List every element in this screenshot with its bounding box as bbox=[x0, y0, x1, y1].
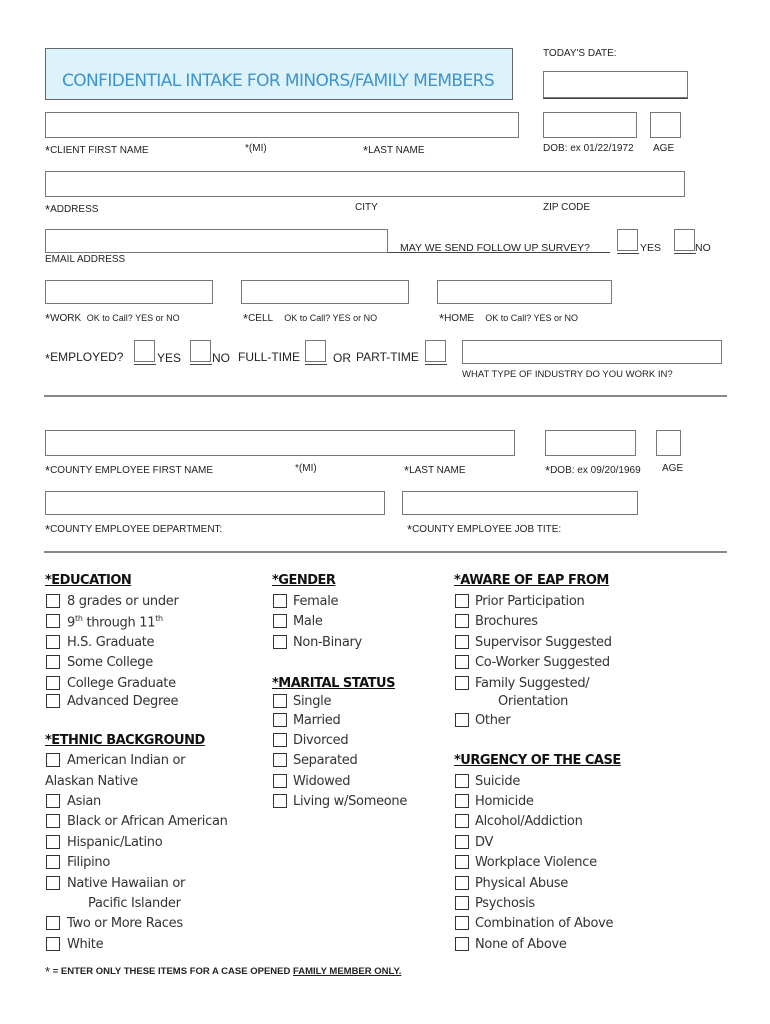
education-option bbox=[67, 614, 163, 630]
urgency-option: Homicide bbox=[475, 794, 534, 809]
aware-checkbox[interactable] bbox=[455, 594, 469, 608]
home-ok-to-call: OK to Call? YES or NO bbox=[485, 313, 579, 323]
ethnic-checkbox[interactable] bbox=[46, 916, 60, 930]
education-option: H.S. Graduate bbox=[67, 635, 155, 650]
full-time-label: FULL-TIME bbox=[238, 350, 301, 364]
ethnic-option: Asian bbox=[67, 794, 101, 809]
aware-option: Prior Participation bbox=[475, 594, 585, 609]
employed-text: EMPLOYED? bbox=[50, 350, 124, 364]
employed-yes-underline bbox=[134, 364, 156, 365]
county-last-name-label bbox=[404, 463, 466, 478]
education-heading: *EDUCATION bbox=[45, 573, 132, 588]
employed-no-checkbox[interactable] bbox=[190, 340, 211, 362]
ethnic-checkbox[interactable] bbox=[46, 937, 60, 951]
client-age-input[interactable] bbox=[650, 112, 681, 138]
industry-label: WHAT TYPE OF INDUSTRY DO YOU WORK IN? bbox=[462, 369, 673, 380]
aware-checkbox[interactable] bbox=[455, 713, 469, 727]
aware-option: Brochures bbox=[475, 614, 538, 629]
urgency-checkbox[interactable] bbox=[455, 835, 469, 849]
urgency-option: Physical Abuse bbox=[475, 876, 568, 891]
gender-option: Non-Binary bbox=[293, 635, 362, 650]
aware-option: Supervisor Suggested bbox=[475, 635, 612, 650]
survey-yes-label: YES bbox=[640, 242, 662, 254]
client-mi-text: (MI) bbox=[248, 143, 267, 154]
urgency-heading: *URGENCY OF THE CASE bbox=[454, 753, 621, 768]
county-age-input[interactable] bbox=[656, 430, 681, 456]
part-time-label: PART-TIME bbox=[356, 350, 419, 364]
client-age-label: AGE bbox=[653, 143, 675, 154]
survey-no-underline bbox=[674, 253, 696, 254]
ethnic-checkbox[interactable] bbox=[46, 794, 60, 808]
marital-option: Widowed bbox=[293, 774, 351, 789]
county-job-title-text: COUNTY EMPLOYEE JOB TITE: bbox=[412, 524, 562, 535]
eleventh-superscript: th bbox=[155, 614, 163, 623]
cell-phone-label bbox=[243, 311, 377, 326]
county-department-text: COUNTY EMPLOYEE DEPARTMENT: bbox=[50, 524, 223, 535]
ethnic-checkbox[interactable] bbox=[46, 753, 60, 767]
ethnic-option: American Indian or bbox=[67, 753, 186, 768]
urgency-checkbox[interactable] bbox=[455, 814, 469, 828]
aware-checkbox[interactable] bbox=[455, 676, 469, 690]
client-dob-input[interactable] bbox=[543, 112, 637, 138]
home-phone-input[interactable] bbox=[437, 280, 612, 304]
gender-checkbox[interactable] bbox=[273, 635, 287, 649]
client-first-name-text: CLIENT FIRST NAME bbox=[50, 145, 149, 156]
work-phone-label bbox=[45, 311, 180, 326]
ethnic-checkbox[interactable] bbox=[46, 814, 60, 828]
ethnic-option: Filipino bbox=[67, 855, 111, 870]
asterisk: * bbox=[45, 202, 51, 217]
urgency-checkbox[interactable] bbox=[455, 794, 469, 808]
part-time-checkbox[interactable] bbox=[425, 340, 446, 362]
ethnic-option: Black or African American bbox=[67, 814, 228, 829]
date-underline bbox=[543, 98, 688, 99]
email-input[interactable] bbox=[45, 229, 388, 253]
marital-option: Living w/Someone bbox=[293, 794, 408, 809]
form-title: CONFIDENTIAL INTAKE FOR MINORS/FAMILY MEMBERS bbox=[62, 71, 495, 91]
survey-yes-underline bbox=[617, 253, 639, 254]
survey-no-checkbox[interactable] bbox=[674, 229, 695, 251]
gender-checkbox[interactable] bbox=[273, 594, 287, 608]
employed-yes-checkbox[interactable] bbox=[134, 340, 155, 362]
ethnic-checkbox[interactable] bbox=[46, 855, 60, 869]
client-dob-label: DOB: ex 01/22/1972 bbox=[543, 143, 634, 154]
marital-checkbox[interactable] bbox=[273, 794, 287, 808]
ethnic-option-cont: Alaskan Native bbox=[45, 774, 138, 789]
marital-checkbox[interactable] bbox=[273, 753, 287, 767]
client-last-name-text: LAST NAME bbox=[368, 145, 425, 156]
asterisk: * bbox=[243, 311, 249, 326]
cell-text: CELL bbox=[248, 313, 274, 324]
ethnic-heading: *ETHNIC BACKGROUND bbox=[45, 733, 205, 748]
education-option: Advanced Degree bbox=[67, 694, 179, 709]
marital-option: Single bbox=[293, 694, 332, 709]
footer-note-text: = ENTER ONLY THESE ITEMS FOR A CASE OPENED bbox=[52, 966, 291, 977]
urgency-option: Psychosis bbox=[475, 896, 535, 911]
marital-checkbox[interactable] bbox=[273, 733, 287, 747]
ethnic-option: White bbox=[67, 937, 104, 952]
county-department-label bbox=[45, 522, 222, 537]
address-label bbox=[45, 202, 98, 217]
footer-note bbox=[45, 964, 401, 979]
full-time-underline bbox=[305, 364, 327, 365]
asterisk: * bbox=[363, 143, 369, 158]
county-dob-text: DOB: ex 09/20/1969 bbox=[550, 465, 641, 476]
asterisk: * bbox=[407, 522, 413, 537]
work-phone-input[interactable] bbox=[45, 280, 213, 304]
county-age-label: AGE bbox=[662, 463, 684, 474]
client-name-input[interactable] bbox=[45, 112, 519, 138]
survey-question: MAY WE SEND FOLLOW UP SURVEY? bbox=[400, 242, 591, 254]
client-first-name-label bbox=[45, 143, 149, 158]
industry-input[interactable] bbox=[462, 340, 722, 364]
urgency-checkbox[interactable] bbox=[455, 876, 469, 890]
section-divider-1 bbox=[44, 395, 727, 397]
urgency-option: Workplace Violence bbox=[475, 855, 597, 870]
urgency-checkbox[interactable] bbox=[455, 916, 469, 930]
urgency-option: Combination of Above bbox=[475, 916, 614, 931]
county-last-name-text: LAST NAME bbox=[409, 465, 466, 476]
county-mi-label bbox=[295, 463, 317, 474]
asterisk: * bbox=[295, 463, 299, 474]
marital-option: Married bbox=[293, 713, 341, 728]
cell-phone-input[interactable] bbox=[241, 280, 409, 304]
work-ok-to-call: OK to Call? YES or NO bbox=[86, 313, 180, 323]
employed-yes-label: YES bbox=[157, 351, 182, 365]
city-label: CITY bbox=[355, 202, 378, 213]
form-title-box bbox=[45, 48, 513, 100]
ethnic-option: Two or More Races bbox=[67, 916, 183, 931]
asterisk: * bbox=[404, 463, 410, 478]
employed-no-label: NO bbox=[212, 351, 230, 365]
survey-yes-checkbox[interactable] bbox=[617, 229, 638, 251]
county-mi-text: (MI) bbox=[298, 463, 317, 474]
education-checkbox[interactable] bbox=[46, 694, 60, 708]
aware-checkbox[interactable] bbox=[455, 655, 469, 669]
ethnic-checkbox[interactable] bbox=[46, 835, 60, 849]
aware-option-cont: Orientation bbox=[498, 694, 569, 709]
gender-checkbox[interactable] bbox=[273, 614, 287, 628]
urgency-option: Suicide bbox=[475, 774, 521, 789]
county-first-name-label bbox=[45, 463, 213, 478]
home-phone-label bbox=[439, 311, 578, 326]
asterisk: * bbox=[45, 351, 51, 366]
education-checkbox[interactable] bbox=[46, 655, 60, 669]
education-checkbox[interactable] bbox=[46, 635, 60, 649]
employed-no-underline bbox=[190, 364, 212, 365]
aware-checkbox[interactable] bbox=[455, 614, 469, 628]
urgency-checkbox[interactable] bbox=[455, 774, 469, 788]
ethnic-option: Hispanic/Latino bbox=[67, 835, 163, 850]
ethnic-option-cont: Pacific Islander bbox=[88, 896, 181, 911]
ninth-superscript: th bbox=[74, 614, 83, 623]
asterisk: * bbox=[45, 143, 51, 158]
county-job-title-label bbox=[407, 522, 561, 537]
work-text: WORK bbox=[50, 313, 82, 324]
education-option: College Graduate bbox=[67, 676, 176, 691]
aware-option: Family Suggested/ bbox=[475, 676, 590, 691]
asterisk: * bbox=[45, 522, 51, 537]
marital-option: Divorced bbox=[293, 733, 349, 748]
education-option: 8 grades or under bbox=[67, 594, 179, 609]
asterisk: * bbox=[45, 311, 51, 326]
address-input[interactable] bbox=[45, 171, 685, 197]
zip-label: ZIP CODE bbox=[543, 202, 591, 213]
county-name-input[interactable] bbox=[45, 430, 515, 456]
education-option: Some College bbox=[67, 655, 153, 670]
aware-heading: *AWARE OF EAP FROM bbox=[454, 573, 609, 588]
aware-option: Co-Worker Suggested bbox=[475, 655, 610, 670]
footer-note-underlined: FAMILY MEMBER ONLY. bbox=[292, 966, 402, 977]
asterisk: * bbox=[45, 463, 51, 478]
todays-date-label: TODAY'S DATE: bbox=[543, 48, 617, 59]
cell-ok-to-call: OK to Call? YES or NO bbox=[284, 313, 378, 323]
client-last-name-label bbox=[363, 143, 425, 158]
ethnic-option: Native Hawaiian or bbox=[67, 876, 186, 891]
gender-option: Female bbox=[293, 594, 339, 609]
survey-no-label: NO bbox=[695, 242, 711, 254]
full-time-checkbox[interactable] bbox=[305, 340, 326, 362]
ethnic-checkbox[interactable] bbox=[46, 876, 60, 890]
through-eleventh: through 11 bbox=[86, 615, 156, 631]
asterisk: * bbox=[45, 964, 51, 979]
gender-option: Male bbox=[293, 614, 323, 629]
marital-checkbox[interactable] bbox=[273, 713, 287, 727]
address-text: ADDRESS bbox=[50, 204, 99, 215]
aware-checkbox[interactable] bbox=[455, 635, 469, 649]
urgency-option: None of Above bbox=[475, 937, 567, 952]
urgency-checkbox[interactable] bbox=[455, 896, 469, 910]
part-time-underline bbox=[425, 364, 447, 365]
county-first-name-text: COUNTY EMPLOYEE FIRST NAME bbox=[50, 465, 214, 476]
education-checkbox[interactable] bbox=[46, 614, 60, 628]
ninth-number: 9 bbox=[67, 615, 75, 631]
client-mi-label bbox=[245, 143, 267, 154]
county-job-title-input[interactable] bbox=[402, 491, 638, 515]
county-department-input[interactable] bbox=[45, 491, 385, 515]
asterisk: * bbox=[245, 143, 249, 154]
marital-option: Separated bbox=[293, 753, 358, 768]
aware-option: Other bbox=[475, 713, 511, 728]
urgency-option: Alcohol/Addiction bbox=[475, 814, 583, 829]
education-checkbox[interactable] bbox=[46, 676, 60, 690]
marital-heading: *MARITAL STATUS bbox=[272, 676, 395, 691]
asterisk: * bbox=[545, 463, 551, 478]
marital-checkbox[interactable] bbox=[273, 694, 287, 708]
home-text: HOME bbox=[444, 313, 475, 324]
education-checkbox[interactable] bbox=[46, 594, 60, 608]
gender-heading: *GENDER bbox=[272, 573, 336, 588]
section-divider-2 bbox=[44, 551, 727, 553]
asterisk: * bbox=[439, 311, 445, 326]
or-label: OR bbox=[333, 351, 351, 365]
email-label: EMAIL ADDRESS bbox=[45, 254, 126, 265]
county-dob-input[interactable] bbox=[545, 430, 636, 456]
urgency-checkbox[interactable] bbox=[455, 937, 469, 951]
marital-checkbox[interactable] bbox=[273, 774, 287, 788]
todays-date-input[interactable] bbox=[543, 71, 688, 98]
urgency-option: DV bbox=[475, 835, 494, 850]
employed-label bbox=[45, 350, 123, 366]
urgency-checkbox[interactable] bbox=[455, 855, 469, 869]
county-dob-label bbox=[545, 463, 641, 478]
